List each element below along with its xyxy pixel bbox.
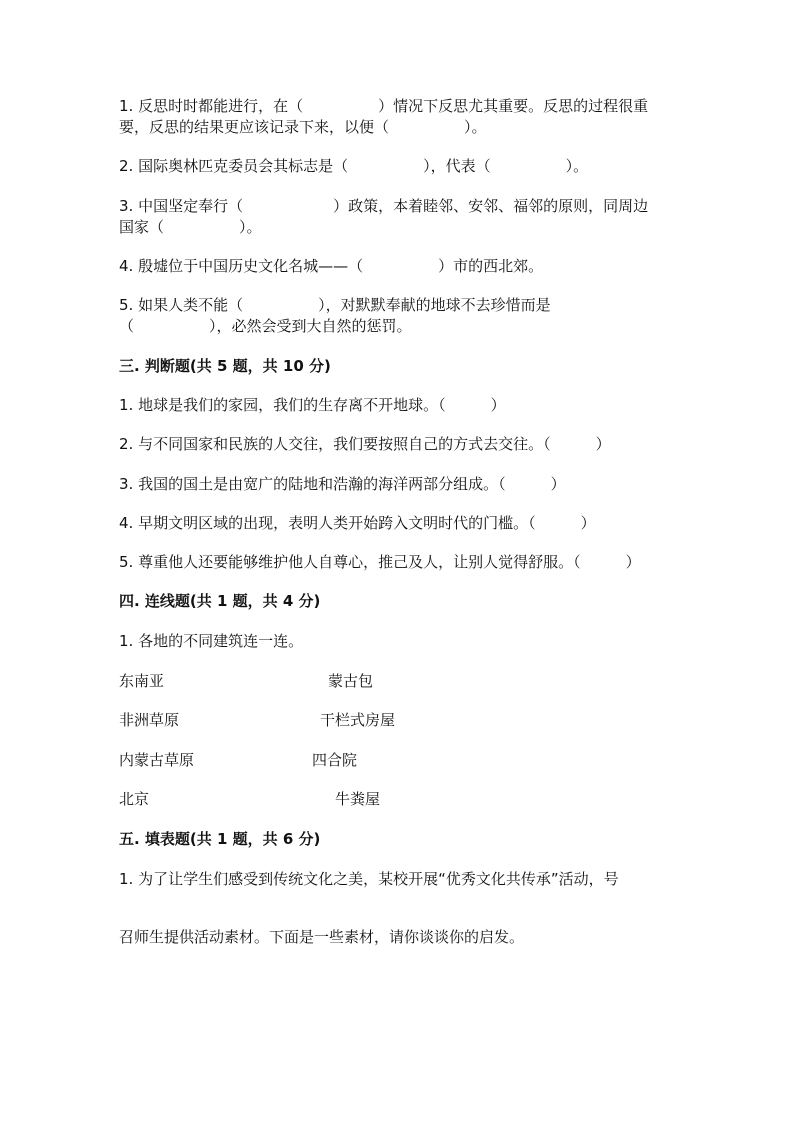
match-right-item[interactable]: 蒙古包 (328, 672, 374, 690)
match-left-item[interactable]: 非洲草原 (119, 711, 180, 729)
match-left-item[interactable]: 东南亚 (119, 672, 165, 690)
match-right-item[interactable]: 干栏式房屋 (320, 711, 396, 729)
match-left-item[interactable]: 内蒙古草原 (119, 751, 195, 769)
fill-question-1-line-2: 要，反思的结果更应该记录下来，以便（ ）。 (119, 118, 487, 136)
judge-question-4: 4. 早期文明区域的出现，表明人类开始跨入文明时代的门槛。（ ） (119, 514, 596, 532)
judge-question-1: 1. 地球是我们的家园，我们的生存离不开地球。（ ） (119, 396, 506, 414)
fill-question-3-line-2: 国家（ ）。 (119, 218, 262, 236)
fill-question-1-line-1: 1. 反思时时都能进行，在（ ）情况下反思尤其重要。反思的过程很重 (119, 97, 649, 115)
fill-question-3-line-1: 3. 中国坚定奉行（ ）政策，本着睦邻、安邻、福邻的原则，同周边 (119, 197, 649, 215)
match-question: 1. 各地的不同建筑连一连。 (119, 632, 304, 650)
match-right-item[interactable]: 四合院 (312, 751, 358, 769)
section-judge-title: 三. 判断题(共 5 题，共 10 分) (119, 357, 331, 375)
match-left-item[interactable]: 北京 (119, 790, 150, 808)
judge-question-5: 5. 尊重他人还要能够维护他人自尊心，推己及人，让别人觉得舒服。（ ） (119, 553, 641, 571)
table-question-line-2: 召师生提供活动素材。下面是一些素材，请你谈谈你的启发。 (119, 928, 525, 946)
fill-question-5-line-1: 5. 如果人类不能（ ），对默默奉献的地球不去珍惜而是 (119, 296, 551, 314)
section-match-title: 四. 连线题(共 1 题，共 4 分) (119, 592, 321, 610)
match-right-item[interactable]: 牛粪屋 (335, 790, 381, 808)
section-table-title: 五. 填表题(共 1 题，共 6 分) (119, 830, 321, 848)
fill-question-4: 4. 殷墟位于中国历史文化名城——（ ）市的西北郊。 (119, 257, 544, 275)
fill-question-2: 2. 国际奥林匹克委员会其标志是（ ），代表（ ）。 (119, 157, 589, 175)
fill-question-5-line-2: （ ），必然会受到大自然的惩罚。 (119, 317, 412, 335)
judge-question-3: 3. 我国的国土是由宽广的陆地和浩瀚的海洋两部分组成。（ ） (119, 475, 566, 493)
table-question-line-1: 1. 为了让学生们感受到传统文化之美，某校开展“优秀文化共传承”活动，号 (119, 870, 619, 888)
judge-question-2: 2. 与不同国家和民族的人交往，我们要按照自己的方式去交往。（ ） (119, 435, 611, 453)
